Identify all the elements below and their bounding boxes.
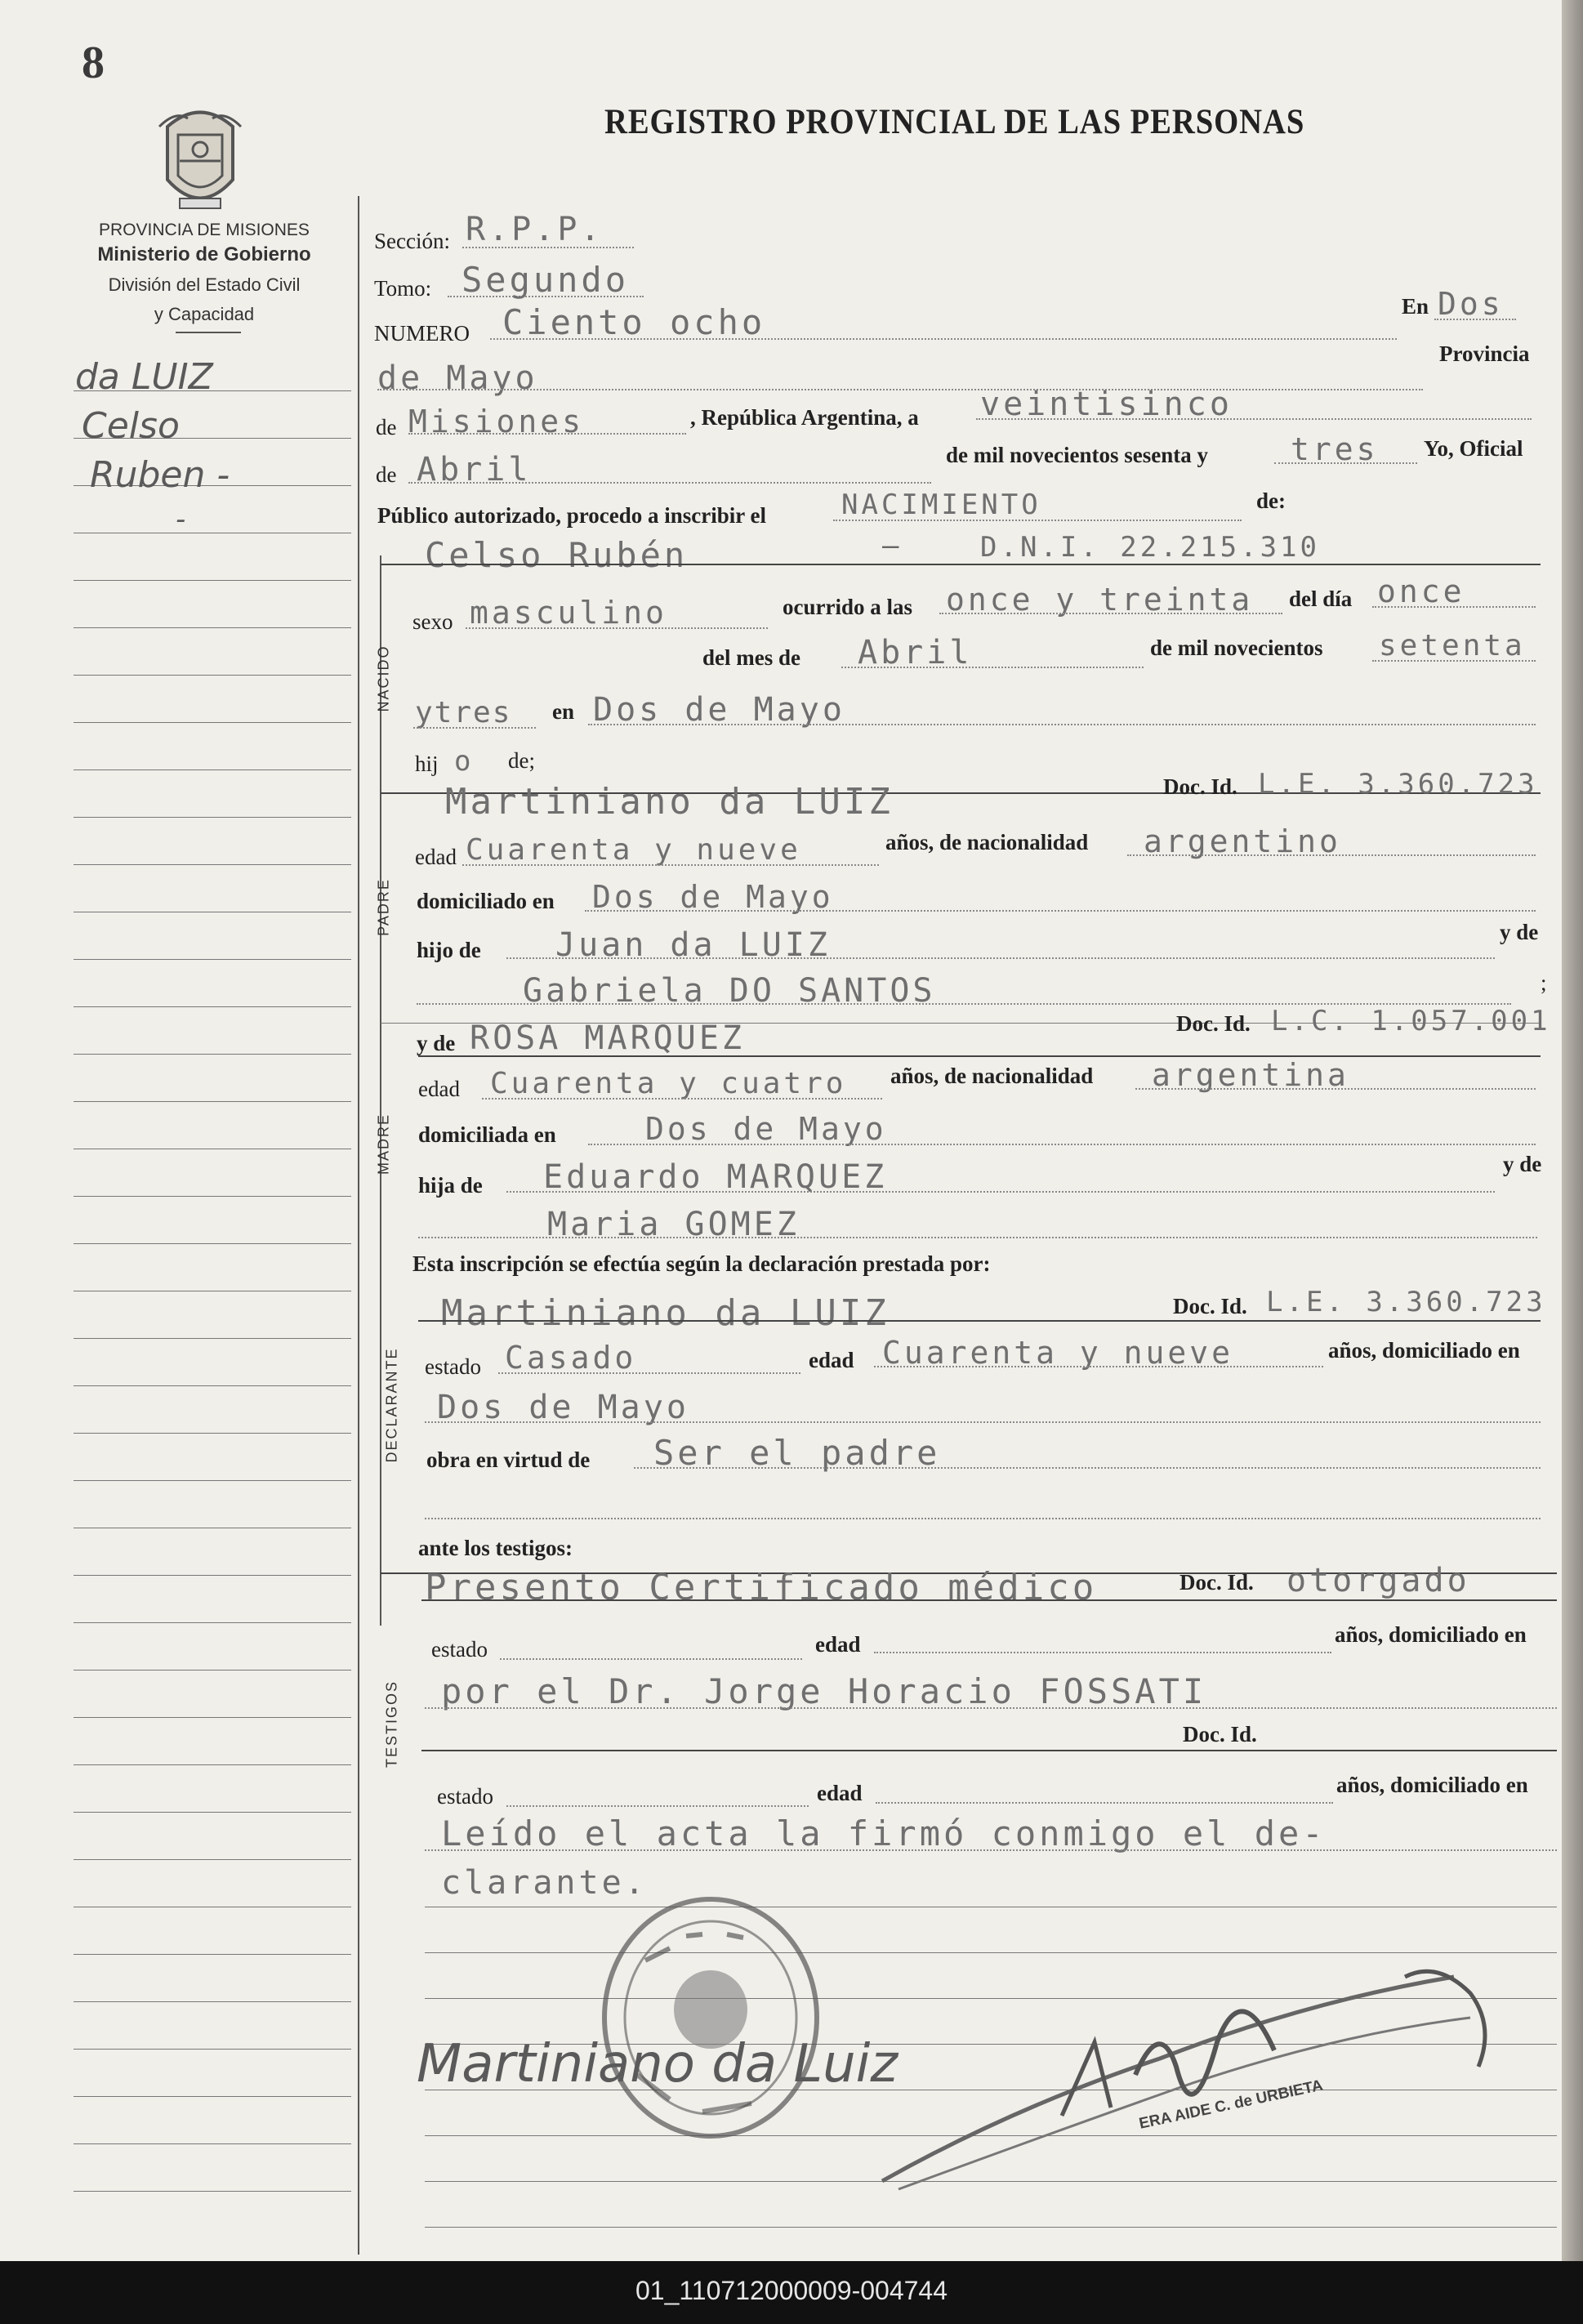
label-en: En — [1402, 294, 1429, 319]
margin-rule — [74, 2049, 351, 2050]
label-republica: , República Argentina, a — [690, 405, 919, 430]
label-madre-edad: edad — [418, 1077, 460, 1101]
margin-rule — [74, 1338, 351, 1339]
label-testigo2-doc: Doc. Id. — [1183, 1722, 1257, 1746]
label-de-provincia: de — [376, 415, 397, 439]
mes-nac-line — [841, 667, 1144, 668]
anio-line — [1274, 462, 1417, 464]
value-tomo: Segundo — [462, 260, 630, 300]
label-testigo2-edad: edad — [817, 1781, 863, 1805]
nacido-top-rule — [381, 564, 1541, 565]
testigos-linea1: Presento Certificado médico — [425, 1567, 1098, 1608]
testigo1-estado-line — [500, 1658, 802, 1660]
label-declarante-doc: Doc. Id. — [1173, 1294, 1247, 1318]
testigos-linea3: Leído el acta la firmó conmigo el de- — [441, 1813, 1327, 1853]
padre-nacionalidad: argentino — [1144, 823, 1341, 859]
margin-rule — [74, 1859, 351, 1860]
label-madre-dom: domiciliada en — [418, 1122, 556, 1147]
label-padre-nac: años, de nacionalidad — [885, 830, 1089, 854]
label-inscripcion: Esta inscripción se efectúa según la declaración prestada por: — [412, 1251, 991, 1276]
org-divider — [176, 332, 241, 333]
label-testigo1-estado: estado — [431, 1637, 488, 1662]
page-title: REGISTRO PROVINCIAL DE LAS PERSONAS — [604, 103, 1305, 141]
dia-nac-line — [1372, 606, 1536, 608]
margin-rule — [74, 1480, 351, 1481]
label-de-colon: de: — [1256, 488, 1286, 513]
declarante-dom-line — [425, 1421, 1541, 1423]
margin-rule — [74, 864, 351, 865]
label-madre-y-de: y de — [417, 1031, 456, 1055]
madre-domicilio: Dos de Mayo — [645, 1111, 887, 1147]
testigo2-name-rule — [421, 1750, 1557, 1751]
value-dia-nac: once — [1377, 573, 1465, 609]
margin-rule — [74, 627, 351, 628]
label-sexo: sexo — [412, 609, 453, 634]
label-tomo: Tomo: — [374, 276, 432, 301]
label-padre-edad: edad — [415, 845, 457, 869]
label-de-mil: de mil novecientos sesenta y — [946, 443, 1208, 467]
margin-rule — [74, 2191, 351, 2192]
side-label-declarante: DECLARANTE — [383, 1347, 400, 1463]
padre-nombre: Martiniano da LUIZ — [445, 781, 894, 823]
margin-rule — [74, 580, 351, 581]
side-label-testigos: TESTIGOS — [383, 1680, 400, 1769]
madre-edad: Cuarenta y cuatro — [490, 1067, 847, 1100]
padre-doc: L.E. 3.360.723 — [1258, 768, 1538, 801]
anio-nac2-line — [413, 727, 536, 729]
madre-edad-line — [482, 1098, 882, 1100]
value-dia: veintisinco — [980, 386, 1233, 423]
margin-rule — [74, 1717, 351, 1718]
value-dni: D.N.I. 22.215.310 — [980, 531, 1320, 564]
margin-rule — [74, 1812, 351, 1813]
lugar-line — [377, 389, 1423, 390]
org-ministry: Ministerio de Gobierno — [97, 243, 311, 265]
margin-rule — [74, 1054, 351, 1055]
margin-rule — [74, 2001, 351, 2002]
label-de-semicolon: de; — [508, 748, 535, 773]
sexo-line — [466, 627, 768, 629]
testigo2-estado-line — [506, 1805, 809, 1807]
mes-line — [408, 482, 931, 484]
value-lugar: de Mayo — [377, 359, 538, 397]
label-testigo1-doc: Doc. Id. — [1179, 1570, 1254, 1595]
declarante-signature: Martiniano da Luiz — [417, 2034, 899, 2094]
margin-rule — [74, 817, 351, 818]
dia-line — [976, 418, 1532, 420]
provincial-crest-icon — [155, 102, 245, 216]
label-del-dia: del día — [1289, 587, 1353, 611]
margin-rule — [74, 1670, 351, 1671]
label-yo-oficial: Yo, Oficial — [1424, 436, 1523, 461]
testigo2-dom-line — [425, 1849, 1557, 1851]
margin-rule — [74, 2143, 351, 2144]
label-testigos: ante los testigos: — [418, 1536, 573, 1560]
declarante-estado-line — [498, 1372, 800, 1374]
label-provincia: Provincia — [1439, 341, 1530, 366]
value-mes: Abril — [417, 451, 532, 488]
label-madre-nac: años, de nacionalidad — [890, 1064, 1094, 1088]
declarante-obra-line — [634, 1467, 1541, 1469]
margin-rule — [74, 1622, 351, 1623]
madre-nombre: ROSA MARQUEZ — [470, 1019, 745, 1057]
margin-rule — [74, 959, 351, 960]
value-provincia: Misiones — [408, 404, 585, 439]
declarante-edad: Cuarenta y nueve — [882, 1335, 1234, 1371]
padre-nac-line — [1127, 854, 1536, 856]
padre-semicolon: ; — [1541, 970, 1547, 995]
declarante-doc: L.E. 3.360.723 — [1266, 1286, 1546, 1318]
org-province: PROVINCIA DE MISIONES — [99, 221, 310, 239]
margin-rule — [74, 1954, 351, 1955]
label-seccion: Sección: — [374, 229, 450, 253]
label-testigo1-anios: años, domiciliado en — [1335, 1622, 1527, 1647]
nombre-dash: — — [882, 529, 903, 562]
madre-y-de-line — [418, 1237, 1537, 1238]
margin-note-name2: Ruben - — [90, 454, 230, 496]
label-madre-doc: Doc. Id. — [1176, 1011, 1251, 1036]
anio-nac-line — [1372, 660, 1536, 662]
side-label-nacido: NACIDO — [375, 645, 392, 712]
margin-note-dash: - — [176, 503, 186, 536]
margin-rule — [74, 1196, 351, 1197]
margin-rule — [74, 1433, 351, 1434]
provincia-line — [408, 433, 686, 435]
side-label-padre: PADRE — [375, 878, 392, 936]
margin-rule — [74, 2096, 351, 2097]
madre-nac-line — [1135, 1088, 1536, 1090]
label-de-mes: de — [376, 462, 397, 487]
madre-name-rule — [418, 1055, 1541, 1057]
margin-rule — [74, 675, 351, 676]
label-padre-y-de: y de — [1500, 920, 1539, 944]
margin-rule — [74, 1385, 351, 1386]
label-publico: Público autorizado, procedo a inscribir el — [377, 503, 766, 528]
testigos-linea4: clarante. — [441, 1864, 648, 1902]
declarante-name-rule — [418, 1320, 1541, 1322]
label-padre-dom: domiciliado en — [417, 889, 555, 913]
label-padre-hijo: hijo de — [417, 938, 481, 962]
label-madre-hija: hija de — [418, 1173, 483, 1198]
margin-rule — [74, 1243, 351, 1244]
value-hijo-suffix: o — [454, 745, 475, 778]
value-seccion: R.P.P. — [466, 211, 604, 248]
lugar-nac-line — [588, 724, 1536, 725]
margin-rule — [74, 769, 351, 770]
label-testigo2-estado: estado — [437, 1784, 493, 1809]
margin-rule — [74, 1764, 351, 1765]
label-de-mil-nac: de mil novecientos — [1150, 636, 1323, 660]
value-anio: tres — [1291, 431, 1379, 467]
madre-hija-de: Eduardo MARQUEZ — [543, 1158, 888, 1196]
declarante-estado: Casado — [505, 1340, 637, 1376]
label-testigo2-anios: años, domiciliado en — [1336, 1773, 1528, 1797]
value-hora: once y treinta — [946, 582, 1254, 618]
image-id-footer — [0, 2261, 1583, 2324]
padre-y-de: Gabriela DO SANTOS — [523, 972, 936, 1010]
side-label-madre: MADRE — [375, 1113, 392, 1175]
testigos-doc1: otorgado — [1286, 1562, 1470, 1599]
label-hij: hij — [415, 752, 439, 776]
value-nombre: Celso Rubén — [425, 535, 689, 575]
padre-domicilio: Dos de Mayo — [592, 879, 834, 915]
margin-divider — [358, 196, 359, 2255]
label-padre-doc: Doc. Id. — [1163, 774, 1237, 799]
margin-note-surname: da LUIZ — [75, 356, 213, 398]
testigo1-edad-line — [874, 1652, 1331, 1653]
label-en-lugar: en — [552, 699, 574, 724]
padre-edad: Cuarenta y nueve — [466, 833, 801, 867]
value-numero: Ciento ocho — [502, 302, 766, 342]
label-madre-y-de: y de — [1503, 1152, 1542, 1176]
madre-y-de: Maria GOMEZ — [547, 1206, 800, 1243]
testigo2-edad-line — [876, 1802, 1333, 1804]
org-division: División del Estado Civil — [108, 274, 301, 295]
testigos-linea2: por el Dr. Jorge Horacio FOSSATI — [441, 1671, 1207, 1711]
declarante-extra-line — [425, 1518, 1541, 1519]
declarante-obra: Ser el padre — [653, 1433, 941, 1473]
padre-dom-line — [585, 910, 1536, 912]
value-anio-nac: setenta — [1379, 629, 1526, 662]
label-declarante-anios: años, domiciliado en — [1328, 1338, 1520, 1363]
official-signature — [849, 1944, 1519, 2206]
value-mes-nac: Abril — [858, 634, 973, 671]
org-capacity: y Capacidad — [154, 304, 255, 324]
page-edge — [1562, 0, 1583, 2261]
value-sexo: masculino — [470, 595, 667, 631]
padre-hijo-de: Juan da LUIZ — [555, 926, 831, 964]
label-ocurrido: ocurrido a las — [783, 595, 912, 619]
label-numero: NUMERO — [374, 321, 470, 346]
madre-nacionalidad: argentina — [1152, 1057, 1349, 1093]
declarante-domicilio: Dos de Mayo — [437, 1389, 689, 1426]
padre-hijo-line — [506, 957, 1495, 959]
label-declarante-edad: edad — [809, 1348, 854, 1372]
value-acto: NACIMIENTO — [841, 488, 1041, 521]
label-declarante-estado: estado — [425, 1354, 481, 1379]
margin-rule — [74, 722, 351, 723]
testigo1-dom-line — [425, 1707, 1557, 1709]
footer-label: 01_110712000009-004744 — [635, 2276, 948, 2305]
margin-rule — [74, 1575, 351, 1576]
label-testigo1-edad: edad — [815, 1632, 861, 1657]
declarante-edad-line — [874, 1366, 1323, 1367]
margin-note-name1: Celso — [82, 405, 180, 447]
madre-doc: L.C. 1.057.001 — [1271, 1005, 1551, 1037]
testigo1-name-rule — [421, 1599, 1557, 1601]
page-number: 8 — [82, 38, 105, 88]
official-name-stamp: ERA AIDE C. de URBIETA — [1137, 2076, 1325, 2133]
label-obra: obra en virtud de — [426, 1447, 591, 1472]
padre-edad-line — [462, 864, 879, 866]
margin-rule — [74, 1006, 351, 1007]
madre-dom-line — [588, 1144, 1536, 1145]
signature-rule — [425, 2227, 1557, 2228]
label-del-mes: del mes de — [702, 645, 800, 670]
hora-line — [939, 613, 1282, 614]
value-en: Dos — [1438, 286, 1504, 322]
value-lugar-nac: Dos de Mayo — [593, 691, 845, 729]
value-anio-nac2: ytres — [415, 696, 512, 729]
official-seal-stamp — [588, 1887, 833, 2148]
en-line — [1434, 319, 1516, 320]
margin-rule — [74, 1101, 351, 1102]
declarante-nombre: Martiniano da LUIZ — [441, 1292, 890, 1334]
acto-line — [833, 520, 1242, 521]
madre-hija-line — [506, 1191, 1495, 1193]
